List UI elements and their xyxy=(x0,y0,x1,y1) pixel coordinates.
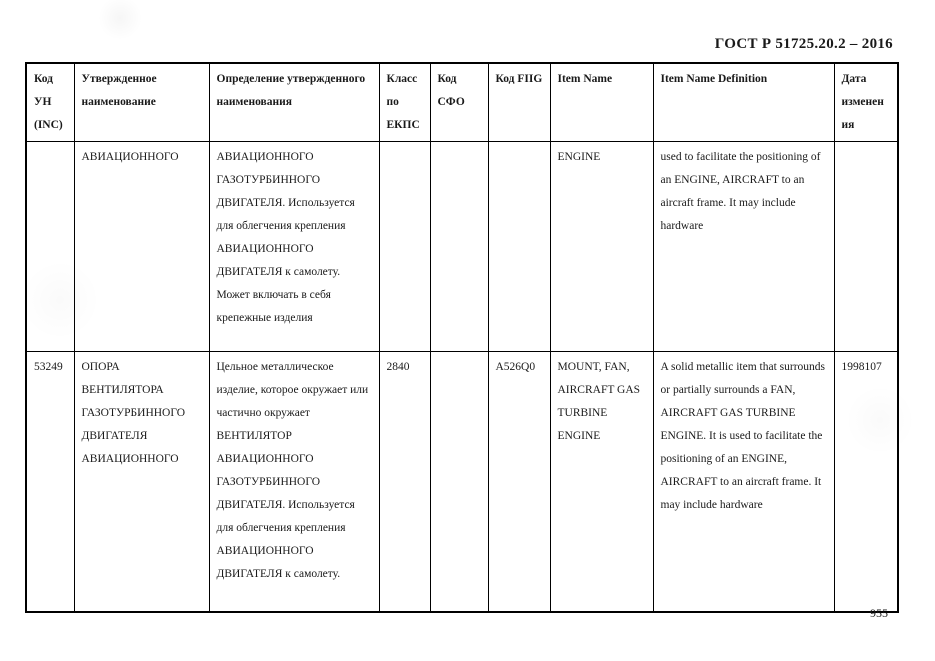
cell-approved-name: ОПОРА ВЕНТИЛЯТОРА ГАЗОТУРБИННОГО ДВИГАТЕЛЯ АВИАЦИОННОГО xyxy=(74,352,209,612)
cell-fiig-code xyxy=(488,142,550,352)
header-item-name: Item Name xyxy=(550,63,653,142)
table-header-row xyxy=(26,63,898,142)
cell-item-name: ENGINE xyxy=(550,142,653,352)
header-change-date: Дата изменения xyxy=(834,63,898,142)
page-number: 955 xyxy=(870,606,888,620)
table-row xyxy=(26,352,898,612)
cell-sfo-code xyxy=(430,142,488,352)
header-approved-name: Утвержденное наименование xyxy=(74,63,209,142)
cell-item-name: MOUNT, FAN, AIRCRAFT GAS TURBINE ENGINE xyxy=(550,352,653,612)
cell-definition: Цельное металлическое изделие, которое окружает или частично окружает ВЕНТИЛЯТОР АВИАЦИОННОГО ГАЗОТУРБИННОГО ДВИГАТЕЛЯ. Используется для облегчения крепления АВИАЦИОННОГО ДВИГАТЕЛЯ к самолету. xyxy=(209,352,379,612)
table-row xyxy=(26,142,898,352)
cell-ekps-class xyxy=(379,142,430,352)
header-sfo-code: Код СФО xyxy=(430,63,488,142)
item-name-dictionary-table xyxy=(25,62,899,613)
header-ekps-class: Класс по ЕКПС xyxy=(379,63,430,142)
cell-change-date xyxy=(834,142,898,352)
header-inc-code: Код УН (INC) xyxy=(26,63,74,142)
cell-approved-name: АВИАЦИОННОГО xyxy=(74,142,209,352)
cell-change-date: 1998107 xyxy=(834,352,898,612)
header-item-name-definition: Item Name Definition xyxy=(653,63,834,142)
document-title: ГОСТ Р 51725.20.2 – 2016 xyxy=(714,36,893,52)
cell-definition: АВИАЦИОННОГО ГАЗОТУРБИННОГО ДВИГАТЕЛЯ. Используется для облегчения крепления АВИАЦИОННОГО ДВИГАТЕЛЯ к самолету. Может включать в себя крепежные изделия xyxy=(209,142,379,352)
cell-item-name-definition: A solid metallic item that surrounds or partially surrounds a FAN, AIRCRAFT GAS TURBINE ENGINE. It is used to facilitate the positioning of an ENGINE, AIRCRAFT to an aircraft frame. It may include hardware xyxy=(653,352,834,612)
cell-fiig-code: A526Q0 xyxy=(488,352,550,612)
header-definition: Определение утвержденного наименования xyxy=(209,63,379,142)
header-fiig-code: Код FIIG xyxy=(488,63,550,142)
cell-inc-code xyxy=(26,142,74,352)
cell-item-name-definition: used to facilitate the positioning of an ENGINE, AIRCRAFT to an aircraft frame. It may include hardware xyxy=(653,142,834,352)
cell-inc-code: 53249 xyxy=(26,352,74,612)
cell-ekps-class: 2840 xyxy=(379,352,430,612)
cell-sfo-code xyxy=(430,352,488,612)
